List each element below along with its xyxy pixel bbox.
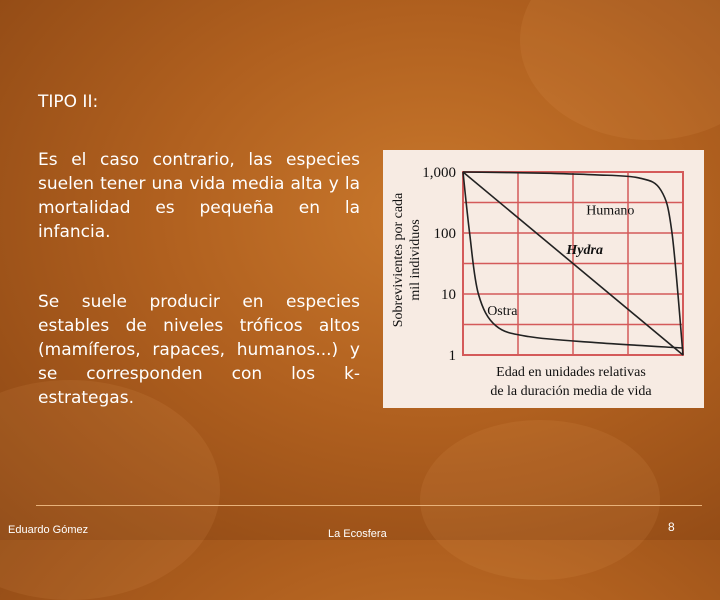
y-axis-label-line1: Sobrevivientes por cada: [391, 192, 406, 328]
background-decoration: [0, 380, 220, 600]
y-tick-label: 1,000: [422, 165, 456, 181]
footer-title: La Ecosfera: [328, 528, 387, 540]
series-label-hydra: Hydra: [566, 243, 603, 259]
paragraph-2: Se suele producir en especies estables de niveles tróficos altos (mamíferos, rapaces, humanos...) y se corresponden con los k-estrategas.: [38, 292, 360, 408]
y-tick-label: 1: [448, 348, 456, 364]
background-decoration: [520, 0, 720, 140]
y-tick-label: 100: [433, 226, 456, 242]
background-decoration: [420, 420, 660, 580]
series-label-ostra: Ostra: [487, 304, 518, 320]
paragraph-1: Es el caso contrario, las especies suelen tener una vida media alta y la mortalidad es pequeña en la infancia.: [38, 150, 360, 242]
footer-divider: [36, 505, 702, 506]
x-axis-label-line1: Edad en unidades relativas: [496, 365, 646, 380]
chart-svg: [383, 150, 704, 408]
slide-heading: TIPO II:: [38, 92, 99, 112]
y-tick-label: 10: [441, 287, 456, 303]
x-axis-label-line2: de la duración media de vida: [490, 384, 652, 399]
survivorship-chart: [383, 150, 704, 408]
footer-page-number: 8: [668, 520, 675, 534]
footer-author: Eduardo Gómez: [8, 524, 89, 536]
label-layer: [422, 165, 634, 364]
series-label-humano: Humano: [586, 203, 635, 219]
y-axis-label-line2: mil individuos: [408, 219, 423, 301]
